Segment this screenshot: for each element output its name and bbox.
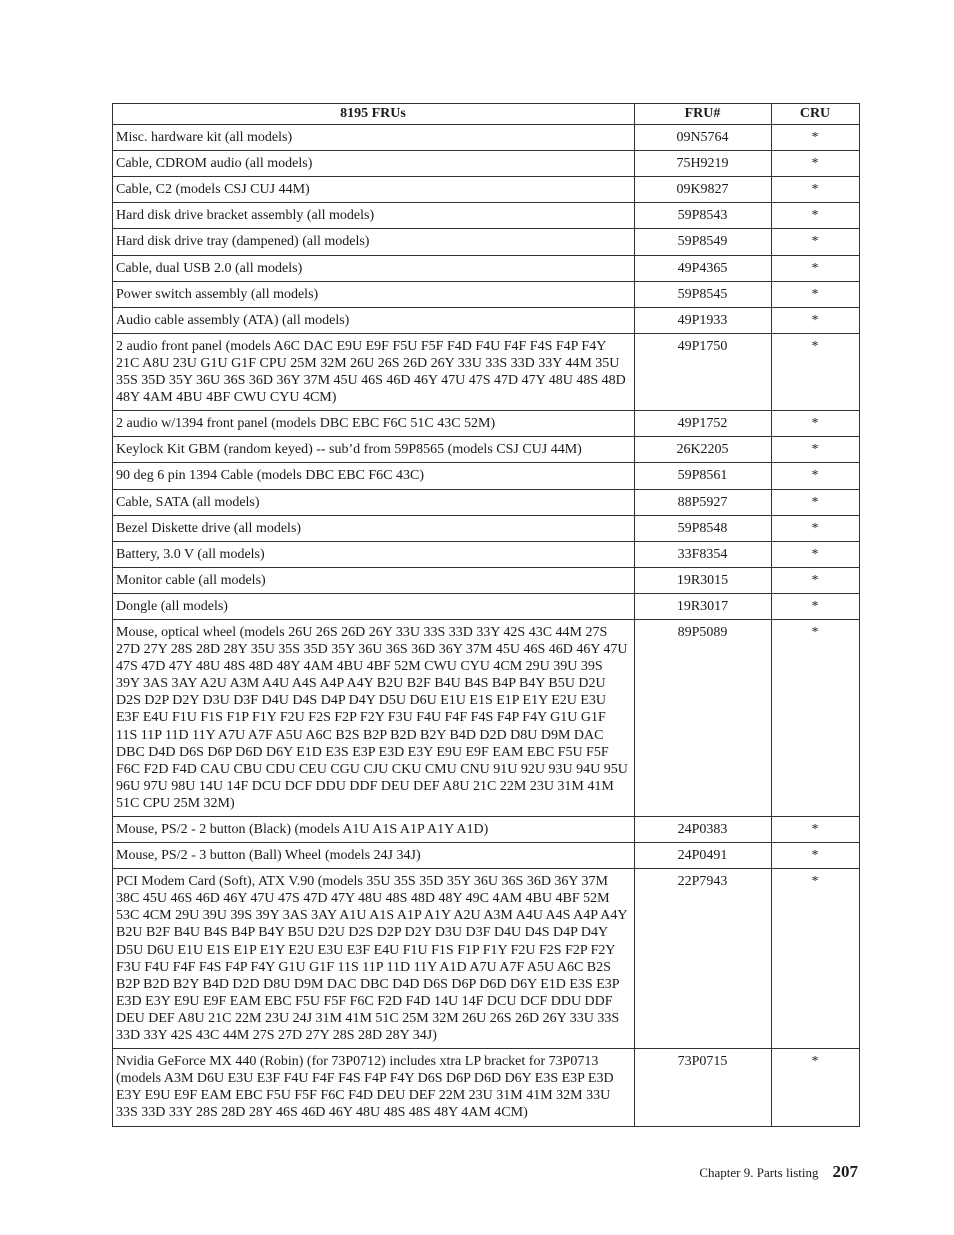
fru-cell: 19R3017	[635, 593, 772, 619]
table-row	[113, 177, 860, 203]
fru-cell: 09K9827	[635, 177, 772, 203]
table-row	[113, 567, 860, 593]
cru-cell: *	[772, 255, 860, 281]
cru-cell: *	[772, 437, 860, 463]
cru-cell: *	[772, 151, 860, 177]
description-cell: PCI Modem Card (Soft), ATX V.90 (models 35U 35S 35D 35Y 36U 36S 36D 36Y 37M 38C 45U 46S 46D 46Y 47U 47S 47D 47Y 48U 48S 48D 48Y 49C 4AM 4BU 4BF 52M 53C 4CM 29U 39U 39S 39Y 3AS 3AY A1U A1S A1P A1Y A2U A3M A4U A4S A4P A4Y B2U B2F B4U B4S B4P B4Y B5U D2U D2S D2P D2Y D3U D3F D4U D4S D4P D4Y D5U D6U E1U E1S E1P E1Y E2U E3U E3F E4U F1U F1S F1P F1Y F2U F2S F2P F2Y F3U F4U F4F F4S F4P F4Y G1U G1F 11S 11P 11D 11Y A1D A7U A7F A5U A6C B2S B2P B2D B2Y B4D D2D D8U D9M DAC DBC D4D D6S D6P D6D D6Y E1D E3S E3P E3D E3Y E9U E9F EAM EBC F5U F5F F6C F2D F4D 14U 14F DCU DCF DDU DDF DEU DEF A8U 21C 22M 23U 24J 31M 41M 51C 25M 32M 26U 26S 26D 26Y 33U 33S 33D 33Y 42S 43C 44M 27S 27D 27Y 28S 28D 28Y 34J)	[113, 869, 635, 1049]
description-cell: Mouse, PS/2 - 3 button (Ball) Wheel (models 24J 34J)	[113, 843, 635, 869]
description-cell: Power switch assembly (all models)	[113, 281, 635, 307]
description-cell: Cable, CDROM audio (all models)	[113, 151, 635, 177]
table-row	[113, 843, 860, 869]
table-row	[113, 229, 860, 255]
fru-cell: 22P7943	[635, 869, 772, 1049]
table-row	[113, 125, 860, 151]
fru-cell: 33F8354	[635, 541, 772, 567]
table-row	[113, 619, 860, 816]
table-body	[113, 125, 860, 1126]
fru-cell: 49P4365	[635, 255, 772, 281]
description-cell: Hard disk drive tray (dampened) (all models)	[113, 229, 635, 255]
fru-cell: 59P8561	[635, 463, 772, 489]
cru-cell: *	[772, 203, 860, 229]
fru-cell: 59P8548	[635, 515, 772, 541]
cru-cell: *	[772, 869, 860, 1049]
table-row	[113, 307, 860, 333]
table-row	[113, 515, 860, 541]
cru-cell: *	[772, 281, 860, 307]
header-frus: 8195 FRUs	[113, 104, 635, 125]
description-cell: Monitor cable (all models)	[113, 567, 635, 593]
cru-cell: *	[772, 463, 860, 489]
table-header-row	[113, 104, 860, 125]
description-cell: 90 deg 6 pin 1394 Cable (models DBC EBC F6C 43C)	[113, 463, 635, 489]
description-cell: Mouse, PS/2 - 2 button (Black) (models A1U A1S A1P A1Y A1D)	[113, 817, 635, 843]
description-cell: Cable, SATA (all models)	[113, 489, 635, 515]
header-cru: CRU	[772, 104, 860, 125]
table-row	[113, 817, 860, 843]
table-row	[113, 255, 860, 281]
table-row	[113, 281, 860, 307]
description-cell: Keylock Kit GBM (random keyed) -- sub’d from 59P8565 (models CSJ CUJ 44M)	[113, 437, 635, 463]
description-cell: Cable, dual USB 2.0 (all models)	[113, 255, 635, 281]
cru-cell: *	[772, 567, 860, 593]
fru-cell: 89P5089	[635, 619, 772, 816]
description-cell: Audio cable assembly (ATA) (all models)	[113, 307, 635, 333]
cru-cell: *	[772, 125, 860, 151]
fru-cell: 24P0491	[635, 843, 772, 869]
cru-cell: *	[772, 619, 860, 816]
table-row	[113, 869, 860, 1049]
table-row	[113, 437, 860, 463]
description-cell: Battery, 3.0 V (all models)	[113, 541, 635, 567]
fru-cell: 19R3015	[635, 567, 772, 593]
description-cell: Hard disk drive bracket assembly (all models)	[113, 203, 635, 229]
description-cell: 2 audio front panel (models A6C DAC E9U E9F F5U F5F F4D F4U F4F F4S F4P F4Y 21C A8U 23U G1U G1F CPU 25M 32M 26U 26S 26D 26Y 33U 33S 33D 33Y 44M 35U 35S 35D 35Y 36U 36S 36D 36Y 37M 45U 46S 46D 46Y 47U 47S 47D 47Y 48U 48S 48D 48Y 4AM 4BU 4BF CWU CYU 4CM)	[113, 333, 635, 410]
cru-cell: *	[772, 1049, 860, 1126]
fru-cell: 59P8545	[635, 281, 772, 307]
description-cell: Mouse, optical wheel (models 26U 26S 26D 26Y 33U 33S 33D 33Y 42S 43C 44M 27S 27D 27Y 28S 28D 28Y 35U 35S 35D 35Y 36U 36S 36D 36Y 37M 45U 46S 46D 46Y 47U 47S 47D 47Y 48U 48S 48D 48Y 4AM 4BU 4BF 52M CWU CYU 4CM 29U 39U 39S 39Y 3AS 3AY A2U A3M A4U A4S A4P A4Y B2U B2F B4U B4S B4P B4Y B5U D2U D2S D2P D2Y D3U D3F D4U D4S D4P D4Y D5U D6U E1U E1S E1P E1Y E2U E3U E3F E4U F1U F1S F1P F1Y F2U F2S F2P F2Y F3U F4U F4F F4S F4P F4Y G1U G1F 11S 11P 11D 11Y A7U A7F A5U A6C B2S B2P B2D B2Y B4D D2D D8U D9M DAC DBC D4D D6S D6P D6D D6Y E1D E3S E3P E3D E3Y E9U E9F EAM EBC F5U F5F F6C F2D F4D CAU CBU CDU CEU CGU CJU CKU CMU CNU 91U 92U 93U 94U 95U 96U 97U 98U 14U 14F DCU DCF DDU DDF DEU DEF A8U 21C 22M 23U 31M 41M 51C CPU 25M 32M)	[113, 619, 635, 816]
table-row	[113, 1049, 860, 1126]
cru-cell: *	[772, 307, 860, 333]
cru-cell: *	[772, 411, 860, 437]
fru-cell: 24P0383	[635, 817, 772, 843]
description-cell: Bezel Diskette drive (all models)	[113, 515, 635, 541]
cru-cell: *	[772, 229, 860, 255]
fru-cell: 59P8549	[635, 229, 772, 255]
cru-cell: *	[772, 593, 860, 619]
table-row	[113, 151, 860, 177]
description-cell: Misc. hardware kit (all models)	[113, 125, 635, 151]
table-row	[113, 489, 860, 515]
description-cell: Nvidia GeForce MX 440 (Robin) (for 73P0712) includes xtra LP bracket for 73P0713 (models A3M D6U E3U E3F F4U F4F F4S F4P F4Y D6S D6P D6D D6Y E3S E3P E3D E3Y E9U E9F EAM EBC F5U F5F F6C F4D DEU DEF 22M 23U 31M 41M 32M 33U 33S 33D 33Y 28S 28D 28Y 46S 46D 46Y 48U 48S 48S 48Y 4AM 4CM)	[113, 1049, 635, 1126]
parts-table	[112, 103, 860, 1127]
cru-cell: *	[772, 489, 860, 515]
description-cell: Dongle (all models)	[113, 593, 635, 619]
fru-cell: 75H9219	[635, 151, 772, 177]
table-row	[113, 541, 860, 567]
fru-cell: 09N5764	[635, 125, 772, 151]
cru-cell: *	[772, 177, 860, 203]
fru-cell: 26K2205	[635, 437, 772, 463]
fru-cell: 88P5927	[635, 489, 772, 515]
cru-cell: *	[772, 843, 860, 869]
description-cell: 2 audio w/1394 front panel (models DBC EBC F6C 51C 43C 52M)	[113, 411, 635, 437]
chapter-title: Chapter 9. Parts listing	[699, 1165, 819, 1180]
header-fru-number: FRU#	[635, 104, 772, 125]
cru-cell: *	[772, 541, 860, 567]
table-row	[113, 411, 860, 437]
fru-cell: 73P0715	[635, 1049, 772, 1126]
cru-cell: *	[772, 817, 860, 843]
cru-cell: *	[772, 515, 860, 541]
fru-cell: 49P1752	[635, 411, 772, 437]
table-row	[113, 333, 860, 410]
cru-cell: *	[772, 333, 860, 410]
description-cell: Cable, C2 (models CSJ CUJ 44M)	[113, 177, 635, 203]
fru-cell: 49P1933	[635, 307, 772, 333]
fru-cell: 49P1750	[635, 333, 772, 410]
table-row	[113, 203, 860, 229]
table-row	[113, 593, 860, 619]
page-footer	[699, 1162, 858, 1182]
fru-cell: 59P8543	[635, 203, 772, 229]
table-row	[113, 463, 860, 489]
page-number: 207	[832, 1162, 858, 1181]
